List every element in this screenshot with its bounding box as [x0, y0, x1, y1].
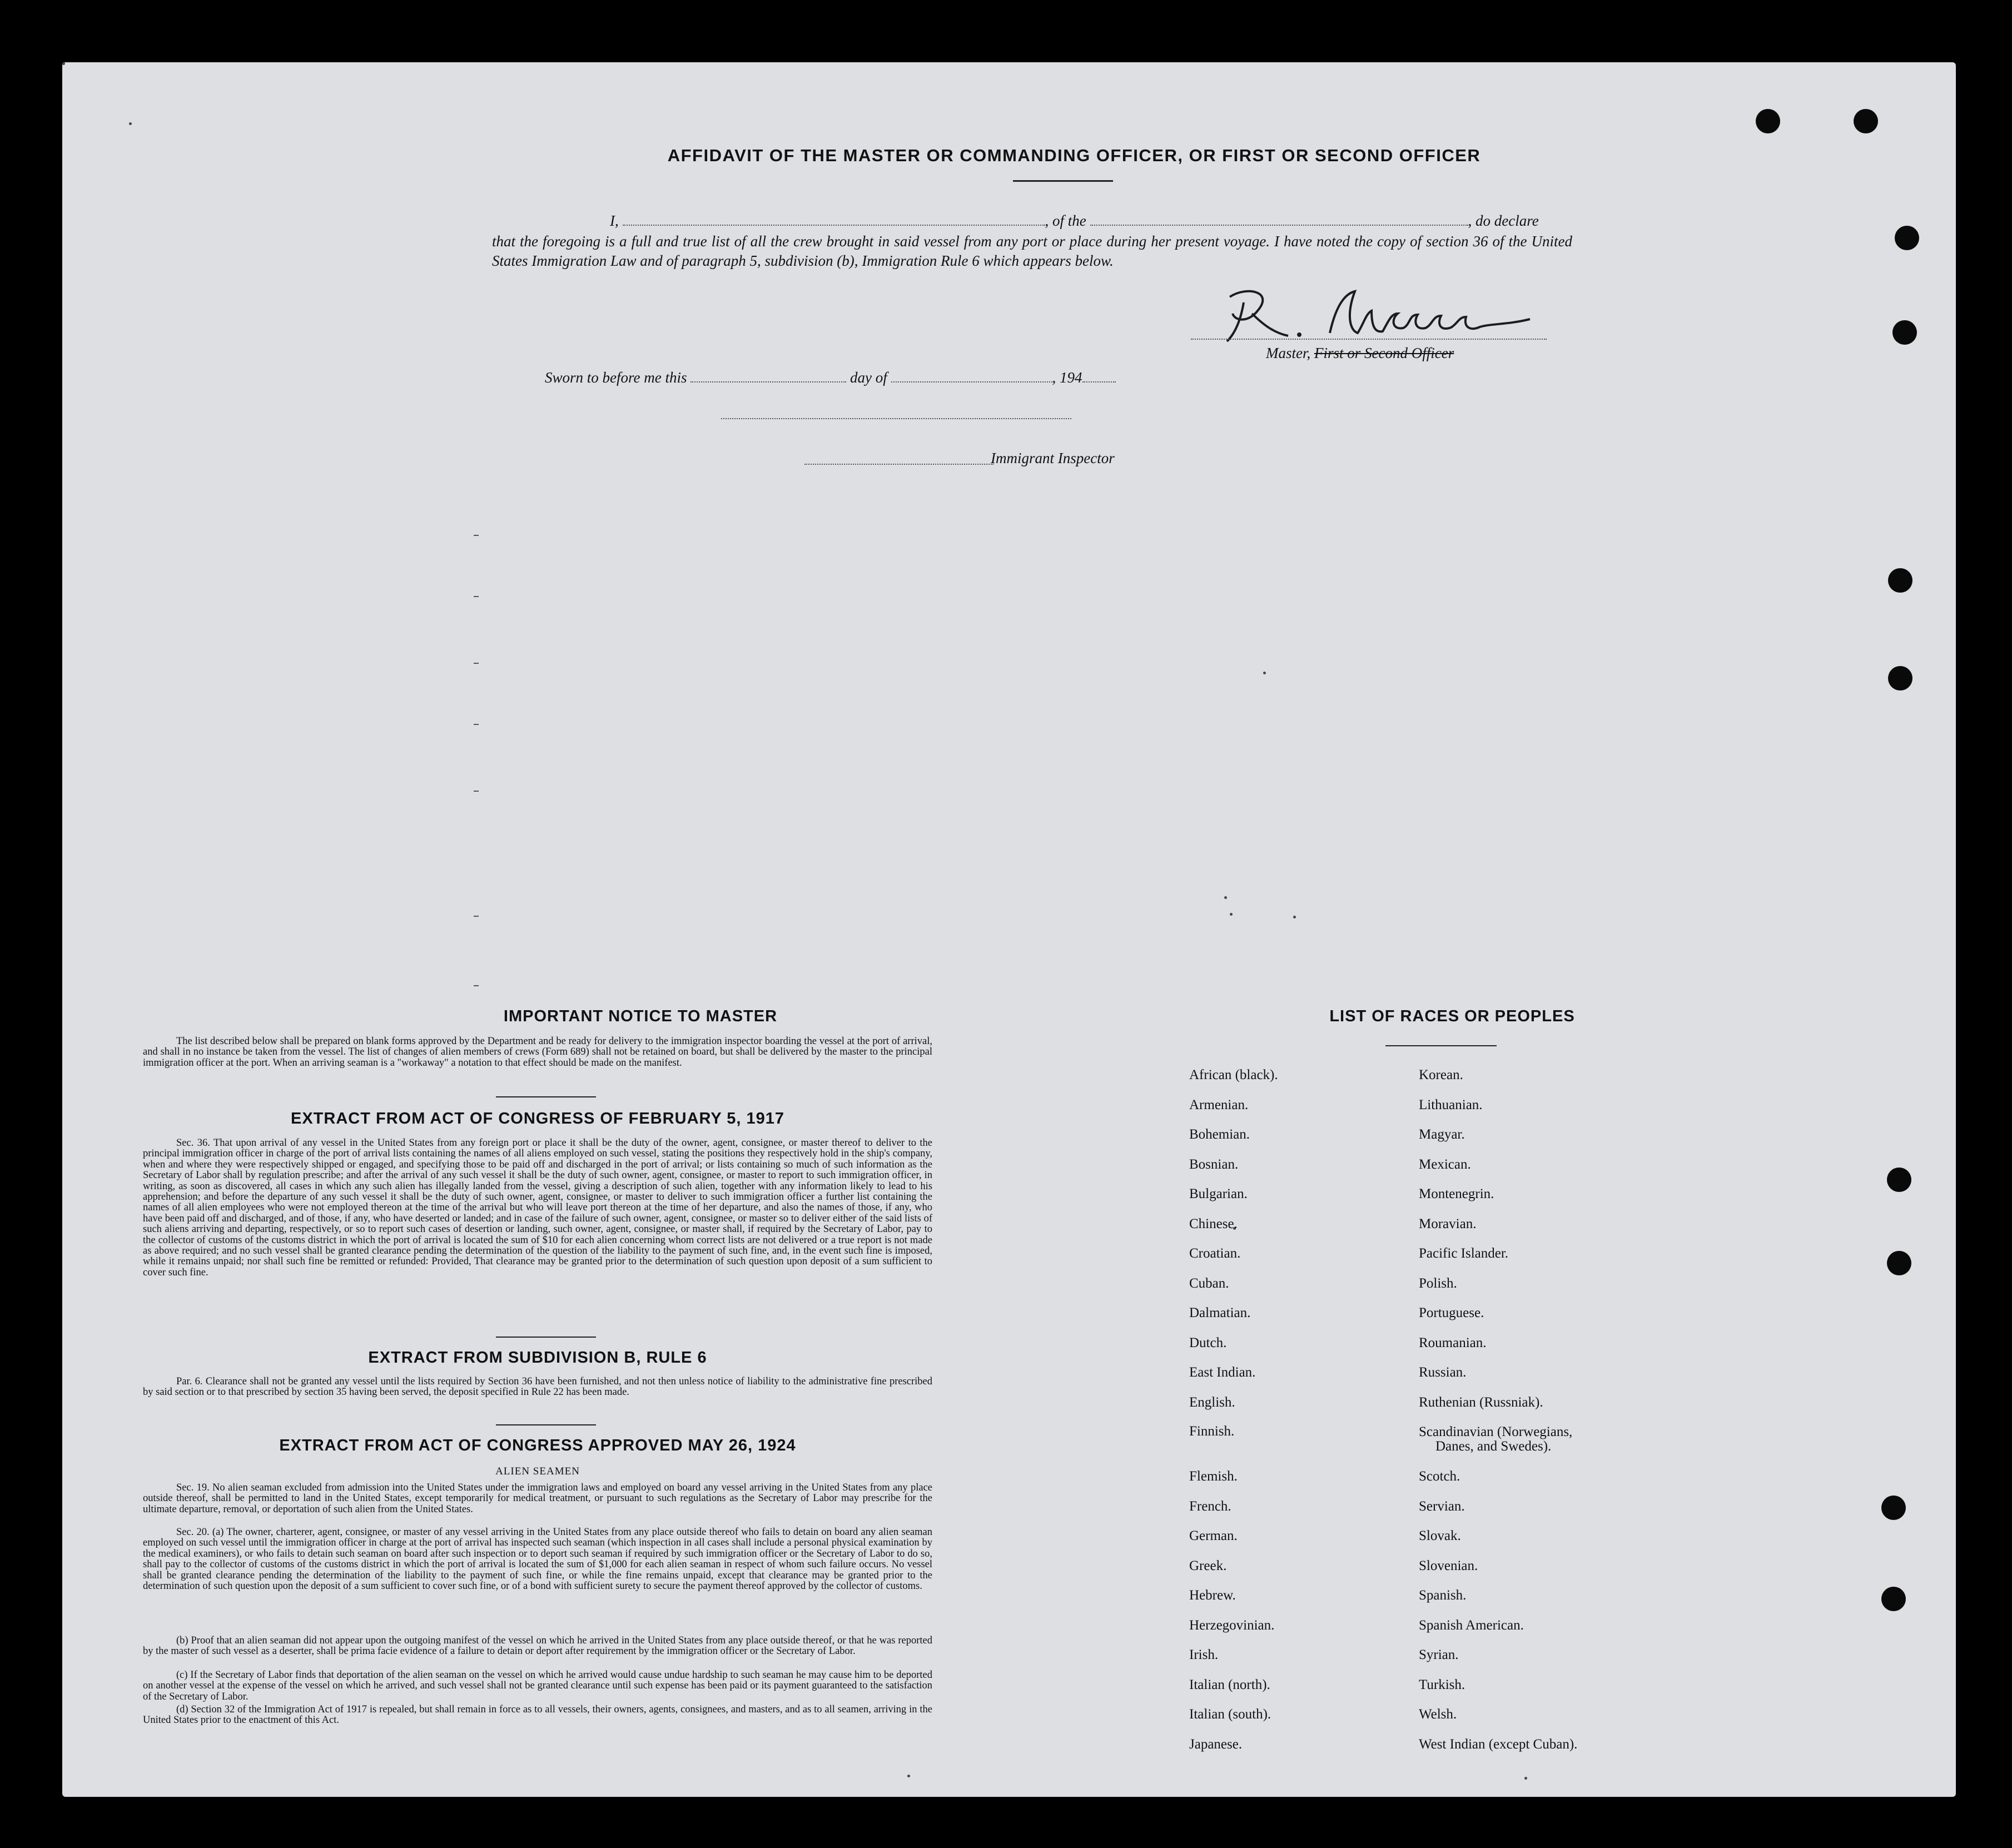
race-item: Pacific Islander.	[1419, 1246, 1509, 1261]
race-item: Ruthenian (Russniak).	[1419, 1394, 1543, 1410]
race-item: Lithuanian.	[1419, 1097, 1483, 1112]
extract-1917-text: Sec. 36. That upon arrival of any vessel in the United States from any foreign port or place it shall be the duty of the owner, agent, consignee, or master thereof to deliver to the principal immigration officer in charge of the port of arrival lists containing the names of all aliens employed on such vessel, stating the positions they respectively hold in the ship's company, when and where they were respectively shipped or engaged, and specifying those to be paid off and discharged in the port of arrival; or lists containing so much of such information as the Secretary of Labor shall by regulation prescribe; and after the arrival of any such vessel it shall be the duty of such owner, agent, consignee, or master to report to such immigration officer, in writing, as soon as discovered, all cases in which any such alien has illegally landed from the vessel, giving a description of such alien, together with any information likely to lead to his apprehension; and before the departure of any such vessel it shall be the duty of such owner, agent, consignee, or master to deliver to such immigration officer a further list containing the names of all alien employees who were not employed thereon at the time of the arrival but who will leave port thereon at the time of her departure, and also the names of those, if any, who have been paid off and discharged, and of those, if any, who have deserted or landed; and in case of the failure of such owner, agent, consignee, or master so to deliver either of the said lists of such aliens arriving and departing, respectively, or so to report such cases of desertion or landing, such owner, agent, consignee, or master shall, if required by the Secretary of Labor, pay to the collector of customs of the customs district in which the port of arrival is located the sum of $10 for each alien concerning whom correct lists are not delivered or a true report is not made as above required; and no such vessel shall be granted clearance pending the determination of the question of the liability to the payment of such fine, and, in the event such fine is imposed, while it remains unpaid; nor shall such fine be remitted or refunded: Provided, That clearance may be granted prior to the determination of such question upon deposit of a sum sufficient to cover such fine.	[143, 1137, 932, 1278]
sworn-month-field[interactable]	[891, 381, 1052, 382]
binder-hole	[1881, 1496, 1906, 1520]
races-column-2	[1419, 1067, 1577, 1766]
binder-hole	[1756, 109, 1780, 133]
race-item: English.	[1189, 1394, 1235, 1410]
extract-1917-title: EXTRACT FROM ACT OF CONGRESS OF FEBRUARY 5, 1917	[290, 1110, 785, 1127]
race-item: Bosnian.	[1189, 1156, 1239, 1172]
race-item: Slovenian.	[1419, 1558, 1478, 1573]
race-item: Bohemian.	[1189, 1127, 1250, 1142]
margin-tick	[474, 596, 479, 597]
binder-hole	[1854, 109, 1878, 133]
race-item: Chinese.	[1189, 1216, 1238, 1231]
inspector-caption: Immigrant Inspector	[991, 450, 1115, 466]
sworn-prefix: Sworn to before me this	[545, 369, 687, 386]
declaration-first-line	[610, 212, 1577, 230]
race-item: Spanish American.	[1419, 1617, 1524, 1633]
do-declare-label: , do declare	[1468, 212, 1539, 229]
margin-tick	[474, 916, 479, 917]
dust-speck	[62, 62, 65, 65]
margin-tick	[474, 535, 479, 536]
title-rule	[1013, 180, 1113, 182]
race-item: Turkish.	[1419, 1677, 1465, 1692]
binder-hole	[1887, 1168, 1911, 1192]
race-item: Bulgarian.	[1189, 1186, 1248, 1201]
rule6-title: EXTRACT FROM SUBDIVISION B, RULE 6	[368, 1349, 707, 1367]
binder-hole	[1887, 1251, 1911, 1275]
race-item: Armenian.	[1189, 1097, 1249, 1112]
race-item: East Indian.	[1189, 1365, 1256, 1380]
signer-caption	[1266, 345, 1454, 362]
binder-hole	[1892, 320, 1917, 345]
margin-tick	[474, 791, 479, 792]
margin-tick	[474, 663, 479, 664]
race-item: Dalmatian.	[1189, 1305, 1251, 1320]
race-item: Herzegovinian.	[1189, 1617, 1275, 1633]
race-item: Mexican.	[1419, 1156, 1471, 1172]
race-item: Welsh.	[1419, 1707, 1457, 1722]
sworn-year-field[interactable]	[1082, 381, 1116, 382]
race-item: Italian (south).	[1189, 1707, 1271, 1722]
race-item: Japanese.	[1189, 1736, 1243, 1752]
notice-title: IMPORTANT NOTICE TO MASTER	[503, 1007, 778, 1025]
affidavit-title: AFFIDAVIT OF THE MASTER OR COMMANDING OFFICER, OR FIRST OR SECOND OFFICER	[667, 146, 1481, 165]
declarant-prefix: I,	[610, 212, 619, 229]
sec20c-text: (c) If the Secretary of Labor finds that deportation of the alien seaman on the vessel on which he arrived would cause undue hardship to such seaman he may cause him to be deported on another vessel at the expense of the vessel on which he arrived, and such vessel shall not be granted clearance until such expense has been paid or its payment guaranteed to the satisfaction of the Secretary of Labor.	[143, 1670, 932, 1702]
race-item: Syrian.	[1419, 1647, 1459, 1662]
dust-speck	[1263, 672, 1266, 674]
master-signature	[1196, 280, 1552, 347]
race-item: African (black).	[1189, 1067, 1278, 1082]
binder-hole	[1895, 226, 1919, 250]
race-item: Italian (north).	[1189, 1677, 1270, 1692]
sworn-day-field[interactable]	[690, 381, 846, 382]
race-item: Scandinavian (Norwegians,	[1419, 1424, 1573, 1439]
year-label: , 194	[1052, 369, 1082, 386]
race-item: Russian.	[1419, 1365, 1467, 1380]
sec20b-text: (b) Proof that an alien seaman did not appear upon the outgoing manifest of the vessel on which he arrived in the United States from any place outside thereof, or that he was reported by the master of such vessel as a deserter, shall be prima facie evidence of a failure to detain or deport after requirement by the immigration officer or the Secretary of Labor.	[143, 1635, 932, 1657]
races-title: LIST OF RACES OR PEOPLES	[1329, 1007, 1575, 1025]
race-item: Magyar.	[1419, 1127, 1465, 1142]
race-item: Montenegrin.	[1419, 1186, 1494, 1201]
signature-line[interactable]	[1191, 339, 1547, 340]
section-rule	[496, 1096, 596, 1097]
of-the-label: , of the	[1045, 212, 1086, 229]
race-item: West Indian (except Cuban).	[1419, 1736, 1578, 1752]
race-item: Spanish.	[1419, 1588, 1467, 1603]
signer-caption-struck: First or Second Officer	[1314, 345, 1454, 361]
extract-1924-title: EXTRACT FROM ACT OF CONGRESS APPROVED MAY 26, 1924	[279, 1437, 796, 1454]
race-item: Slovak.	[1419, 1528, 1461, 1543]
race-item: Servian.	[1419, 1498, 1465, 1514]
race-item: Moravian.	[1419, 1216, 1477, 1231]
notice-text: The list described below shall be prepared on blank forms approved by the Department and be ready for delivery to the immigration inspector boarding the vessel at the port of arrival, and shall in no instance be taken from the vessel. The list of changes of alien members of crews (Form 689) shall not be retained on board, but shall be delivered by the master to the principal immigration officer at the port. When an arriving seaman is a "workaway" a notation to that effect should be made on the manifest.	[143, 1036, 932, 1069]
race-item: Hebrew.	[1189, 1588, 1236, 1603]
form-sheet	[62, 62, 1956, 1797]
section-rule	[496, 1424, 596, 1425]
rule6-text: Par. 6. Clearance shall not be granted any vessel until the lists required by Section 36 have been furnished, and not then unless notice of liability to the administrative fine prescribed by said section or to that prescribed by section 35 having been served, the deposit specified in Rule 22 has been made.	[143, 1376, 932, 1398]
declaration-text: that the foregoing is a full and true list of all the crew brought in said vessel from any port or place during her present voyage. I have noted the copy of section 36 of the United States Immigration Law and of paragraph 5, subdivision (b), Immigration Rule 6 which appears below.	[492, 233, 1572, 269]
binder-hole	[1888, 666, 1912, 690]
section-rule	[496, 1337, 596, 1338]
races-title-rule	[1385, 1045, 1497, 1046]
dust-speck	[1224, 896, 1227, 899]
margin-tick	[474, 985, 479, 986]
race-item: Dutch.	[1189, 1335, 1227, 1350]
binder-hole	[1881, 1587, 1906, 1611]
dust-speck	[1524, 1777, 1527, 1780]
race-item: Irish.	[1189, 1647, 1219, 1662]
dust-speck	[1230, 913, 1233, 916]
race-item: Cuban.	[1189, 1275, 1229, 1291]
race-item-continued: Danes, and Swedes).	[1435, 1439, 1552, 1454]
race-item: Greek.	[1189, 1558, 1227, 1573]
race-item: Finnish.	[1189, 1424, 1235, 1439]
sec20a-text: Sec. 20. (a) The owner, charterer, agent, consignee, or master of any vessel arriving in the United States from any place outside thereof who fails to detain on board any alien seaman employed on such vessel until the immigration officer in charge at the port of arrival has inspected such seaman (which inspection in all cases shall include a personal physical examination by the medical examiners), or who fails to detain such seaman on board after such inspection or to deport such seaman if required by such immigration officer or the Secretary of Labor to do so, shall pay to the collector of customs of the customs district in which the port of arrival is located the sum of $1,000 for each alien seaman in respect of whom such failure occurs. No vessel shall be granted clearance pending the determination of the liability to the payment of such fine, or while the fine remains unpaid, except that clearance may be granted prior to the determination of such question upon the deposit of a sum sufficient to cover such fine, or of a bond with sufficient surety to secure the payment thereof approved by the collector of customs.	[143, 1527, 932, 1592]
race-item: German.	[1189, 1528, 1238, 1543]
declarant-name-field[interactable]	[623, 225, 1045, 226]
sec20d-text: (d) Section 32 of the Immigration Act of 1917 is repealed, but shall remain in force as to all vessels, their owners, agents, consignees, and masters, and as to all seamen, arriving in the United States prior to the enactment of this Act.	[143, 1704, 932, 1726]
race-item: Croatian.	[1189, 1246, 1241, 1261]
race-item: French.	[1189, 1498, 1231, 1514]
dust-speck	[129, 122, 132, 125]
race-item: Portuguese.	[1419, 1305, 1484, 1320]
race-item: Polish.	[1419, 1275, 1457, 1291]
vessel-name-field[interactable]	[1090, 225, 1468, 226]
sec19-text: Sec. 19. No alien seaman excluded from admission into the United States under the immigration laws and employed on board any vessel arriving in the United States from any place outside thereof, shall be permitted to land in the United States, except temporarily for medical treatment, or pursuant to such regulations as the Secretary of Labor may prescribe for the ultimate departure, removal, or deportation of such alien from the United States.	[143, 1482, 932, 1515]
race-item: Flemish.	[1189, 1469, 1238, 1484]
races-column-1	[1189, 1067, 1278, 1766]
sworn-line	[545, 369, 1116, 386]
margin-tick	[474, 724, 479, 725]
dust-speck	[907, 1775, 910, 1777]
sworn-signature-line[interactable]	[721, 418, 1071, 419]
inspector-signature-line[interactable]	[804, 464, 993, 465]
race-item: Roumanian.	[1419, 1335, 1487, 1350]
binder-hole	[1888, 568, 1912, 593]
race-item: Scotch.	[1419, 1469, 1460, 1484]
extract-1924-subtitle: ALIEN SEAMEN	[495, 1466, 580, 1477]
dust-speck	[1293, 916, 1296, 918]
race-item: Korean.	[1419, 1067, 1463, 1082]
signer-caption-master: Master,	[1266, 345, 1314, 361]
day-of-label: day of	[850, 369, 887, 386]
